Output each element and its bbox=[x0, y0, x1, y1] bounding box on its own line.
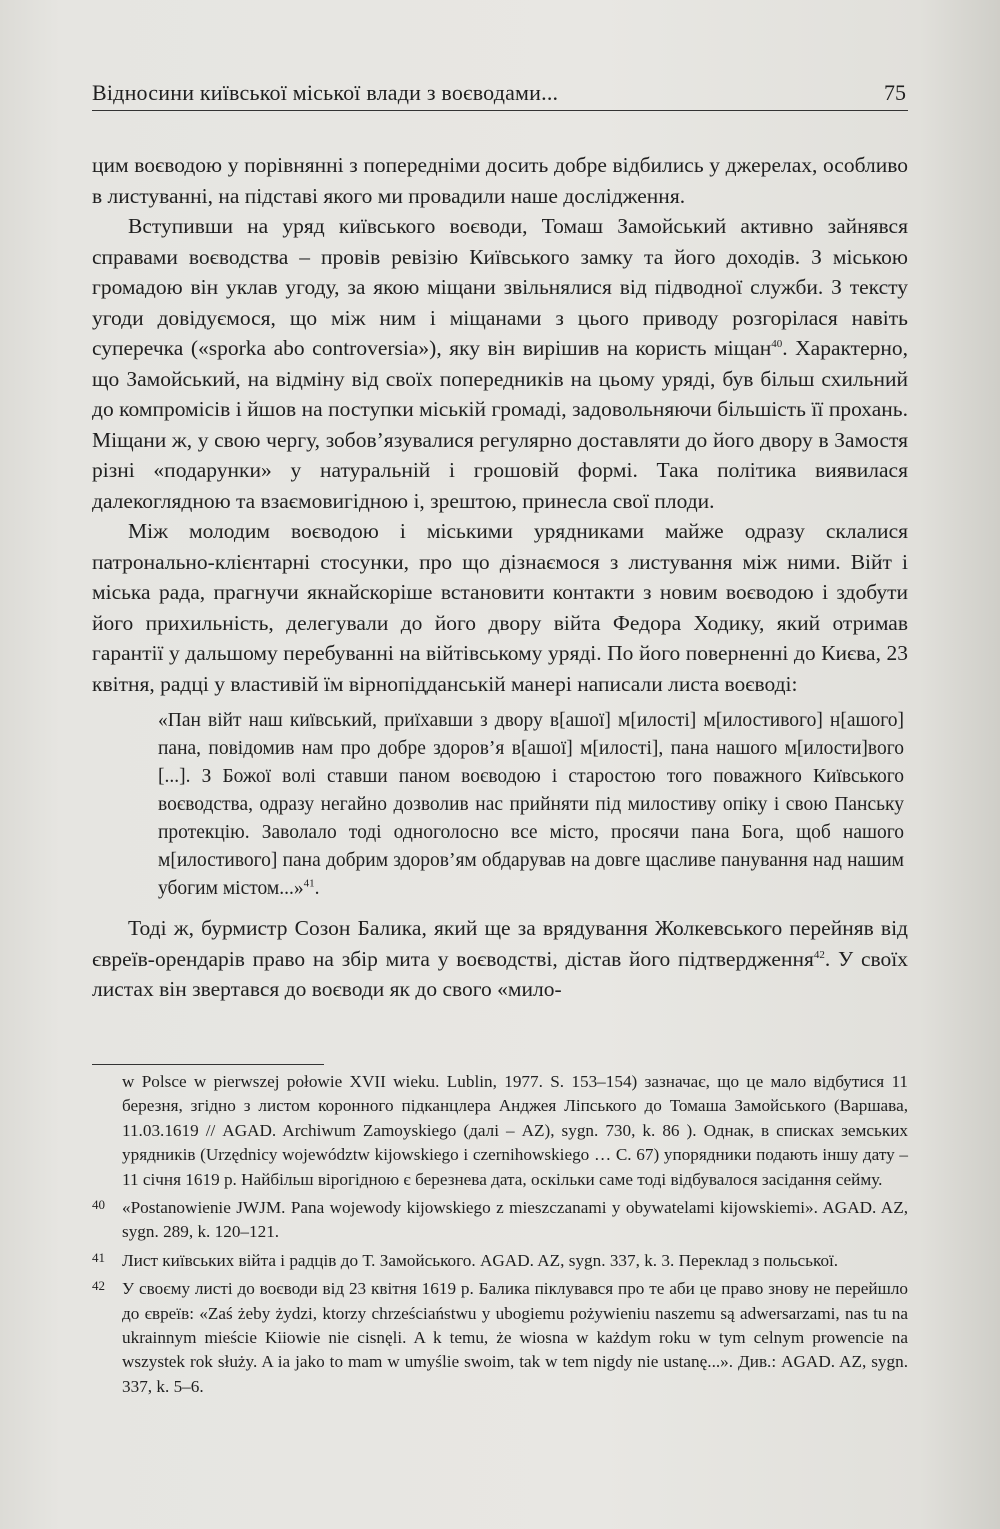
paragraph-4-part-a: Тоді ж, бурмистр Созон Балика, який ще за врядування Жолкевського перейняв від євреїв-орендарів право на збір мита у воєводстві, дістав його підтвердження bbox=[92, 916, 908, 971]
footnote-ref-40: 40 bbox=[771, 337, 783, 350]
footnote-42 bbox=[92, 1277, 908, 1399]
footnote-text: У своєму листі до воєводи від 23 квітня 1619 р. Балика піклувався про те аби це право знову не перейшло до євреїв: «Zaś żeby żydzi, ktorzy chrześciaństwu y ubogiemu pożywieniu naszemu są adwersarzami, nas tu na ukrainnym mieście Kiiowie nie cisnęli. A k temu, że wiosna w każdym roku w tym celnym prowencie na wszystek rok służy. A ia jako to mam w umyślie swoim, tak w tem nigdy nie ustanę...». Див.: AGAD. AZ, sygn. 337, k. 5–6. bbox=[122, 1279, 908, 1396]
paragraph-4 bbox=[92, 913, 908, 1005]
paragraph-4-part-b: . У своїх листах він звертався до воєводи як до свого «мило- bbox=[92, 946, 909, 1001]
quote-text: «Пан війт наш київський, приїхавши з двору в[ашої] м[илості] м[илостивого] н[ашого] пана, повідомив нам про добре здоров’я в[ашої] м[илості], пана нашого м[илости]вого [...]. З Божої волі ставши паном воєводою і старостою того поважного Київського воєводства, одразу негайно дозволив нас прийняти під милостиву опіку і свою Панську протекцію. Заволало тоді одноголосно все місто, просячи пана Бога, щоб нашого м[илостивого] пана добрим здоров’ям обдарував на довге щасливе панування над нашим убогим містом...» bbox=[158, 710, 904, 899]
paragraph-3: Між молодим воєводою і міськими урядниками майже одразу склалися патронально-клієнтарні стосунки, про що дізнаємося з листування між ними. Війт і міська рада, прагнучи якнайскоріше встановити контакти з новим воєводою і здобути його прихильність, делегували до його двору війта Федора Ходику, який отримав гарантії у дальшому перебуванні на війтівському уряді. По його поверненні до Києва, 23 квітня, радці у властивій їм вірнопідданській манері написали листа воєводі: bbox=[92, 519, 908, 696]
footnote-ref-42: 42 bbox=[813, 948, 825, 961]
footnotes bbox=[92, 1070, 908, 1403]
header-title: Відносини київської міської влади з воєводами... bbox=[92, 80, 559, 105]
footnote-divider bbox=[92, 1064, 324, 1065]
quote-end: . bbox=[314, 878, 320, 899]
paragraph-2 bbox=[92, 211, 908, 516]
page-number: 75 bbox=[884, 80, 906, 105]
footnote-continuation: w Polsce w pierwszej połowie XVII wieku. Lublin, 1977. S. 153–154) зазначає, що це мало відбутися 11 березня, згідно з листом коронного підканцлера Анджея Ліпського до Томаша Замойського (Варшава, 11.03.1619 // AGAD. Archiwum Zamoyskiego (далі – AZ), sygn. 730, k. 86 ). Однак, в списках земських урядників (Urzędnicy województw kijowskiego i czernihowskiego … С. 67) упорядники подають іншу дату – 11 січня 1619 р. Найбільш вірогідною є березнева дата, оскільки саме тоді відбувалося засідання сейму. bbox=[122, 1072, 908, 1189]
footnote-ref-41: 41 bbox=[303, 877, 315, 890]
footnote-number: 41 bbox=[92, 1249, 105, 1265]
paragraph-2-part-b: . Характерно, що Замойський, на відміну від своїх попередників на цьому уряді, був більш схильний до компромісів і йшов на поступки міській громаді, задовольняючи більшість її прохань. Міщани ж, у свою чергу, зобов’язувалися регулярно доставляти до його двору в Замостя різні «подарунки» у натуральній і грошовій формі. Така політика виявилася далекоглядною та взаємовигідною і, зрештою, принесла свої плоди. bbox=[92, 336, 909, 513]
quote-text-wrap bbox=[158, 707, 904, 903]
footnote-number: 42 bbox=[92, 1278, 105, 1294]
footnote-40 bbox=[92, 1196, 908, 1245]
footnote-number: 40 bbox=[92, 1197, 105, 1213]
footnote-text: Лист київських війта і радців до Т. Замойського. AGAD. AZ, sygn. 337, k. 3. Переклад з польської. bbox=[122, 1250, 839, 1270]
running-header bbox=[92, 80, 908, 111]
paragraph-1: цим воєводою у порівнянні з попередніми досить добре відбились у джерелах, особливо в листуванні, на підставі якого ми провадили наше дослідження. bbox=[92, 153, 908, 208]
footnote-41 bbox=[92, 1249, 908, 1273]
paragraph-2-part-a: Вступивши на уряд київського воєводи, Томаш Замойський активно зайнявся справами воєводства – провів ревізію Київського замку та його доходів. З міською громадою він уклав угоду, за якою міщани звільнялися від підводної служби. З тексту угоди довідуємося, що між ним і міщанами з цього приводу розгорілася навіть суперечка («sporka abo controversia»), яку він вирішив на користь міщан bbox=[92, 214, 908, 360]
main-text bbox=[92, 150, 908, 1005]
footnote-text: «Postanowienie JWJM. Pana wojewody kijowskiego z mieszczanami y obywatelami kijowskiemi». AGAD. AZ, sygn. 289, k. 120–121. bbox=[122, 1198, 908, 1242]
block-quote bbox=[158, 707, 904, 903]
